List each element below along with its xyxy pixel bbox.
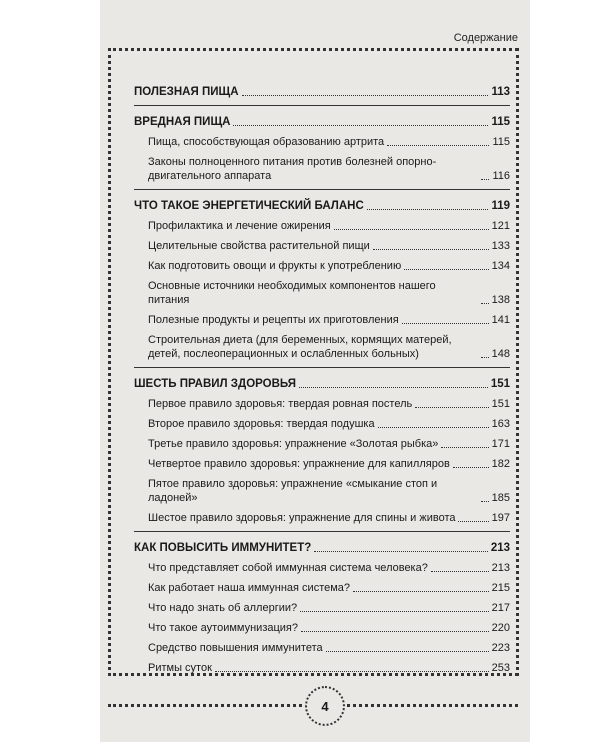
toc-chapter-entry[interactable] <box>134 190 510 219</box>
subsection-title: Основные источники необходимых компонентов нашего питания <box>148 280 436 306</box>
toc-subsection-entry[interactable] <box>134 621 510 635</box>
toc-subsection-entry[interactable] <box>134 135 510 149</box>
subsection-page-number: 182 <box>491 458 510 470</box>
toc-subsection-entry[interactable] <box>134 457 510 471</box>
subsection-title: Строительная диета (для беременных, кормящих матерей, детей, послеоперационных и ослабленных больных) <box>148 334 452 360</box>
subsection-page-number: 217 <box>491 602 510 614</box>
subsection-title: Второе правило здоровья: твердая подушка <box>148 418 375 430</box>
dot-leader <box>387 145 489 146</box>
dot-leader <box>458 521 488 522</box>
subsection-title: Третье правило здоровья: упражнение «Золотая рыбка» <box>148 438 439 450</box>
subsection-title: Средство повышения иммунитета <box>148 642 323 654</box>
dotted-frame-right <box>516 48 522 676</box>
subsection-page-number: 197 <box>491 512 510 524</box>
toc-subsection-entry[interactable] <box>134 641 510 655</box>
subsection-page-number: 116 <box>492 170 510 182</box>
subsection-page-number: 223 <box>491 642 510 654</box>
toc-chapter-entry[interactable] <box>134 106 510 135</box>
chapter-title: ШЕСТЬ ПРАВИЛ ЗДОРОВЬЯ <box>134 378 296 390</box>
dot-leader <box>301 631 489 632</box>
toc-subsection-entry[interactable] <box>134 417 510 431</box>
chapter-page-number: 151 <box>490 378 510 390</box>
toc-subsection-entry[interactable] <box>134 437 510 451</box>
toc-section <box>134 105 510 183</box>
dot-leader <box>404 269 488 270</box>
toc-chapter-entry[interactable] <box>134 368 510 397</box>
toc-chapter-entry[interactable] <box>134 76 510 105</box>
dot-leader <box>481 357 489 358</box>
subsection-page-number: 253 <box>491 662 510 674</box>
toc-subsection-entry[interactable] <box>134 259 510 273</box>
chapter-page-number: 119 <box>491 200 510 212</box>
dot-leader <box>353 591 489 592</box>
subsection-page-number: 134 <box>491 260 510 272</box>
toc-subsection-entry[interactable] <box>134 333 510 361</box>
dot-leader <box>367 209 489 210</box>
dot-leader <box>299 387 488 388</box>
toc-subsection-entry[interactable] <box>134 601 510 615</box>
subsection-title: Пятое правило здоровья: упражнение «смыкание стоп и ладоней» <box>148 478 438 504</box>
subsection-title: Законы полноценного питания против болезней опорно-двигательного аппарата <box>148 156 437 182</box>
table-of-contents <box>134 76 510 681</box>
toc-section <box>134 76 510 105</box>
subsection-page-number: 213 <box>491 562 510 574</box>
chapter-page-number: 113 <box>491 86 510 98</box>
dot-leader <box>481 303 489 304</box>
subsection-page-number: 115 <box>492 136 510 148</box>
toc-section <box>134 367 510 525</box>
chapter-title: КАК ПОВЫСИТЬ ИММУНИТЕТ? <box>134 542 312 554</box>
dot-leader <box>233 125 488 126</box>
subsection-title: Как работает наша иммунная система? <box>148 582 351 594</box>
subsection-title: Что представляет собой иммунная система человека? <box>148 562 428 574</box>
toc-subsection-entry[interactable] <box>134 581 510 595</box>
subsection-title: Полезные продукты и рецепты их приготовления <box>148 314 399 326</box>
toc-subsection-entry[interactable] <box>134 313 510 327</box>
dot-leader <box>215 671 489 672</box>
chapter-title: ПОЛЕЗНАЯ ПИЩА <box>134 86 239 98</box>
dot-leader <box>326 651 489 652</box>
subsection-page-number: 133 <box>491 240 510 252</box>
dot-leader <box>242 95 489 96</box>
subsection-page-number: 215 <box>491 582 510 594</box>
toc-section <box>134 189 510 361</box>
dot-leader <box>378 427 489 428</box>
chapter-title: ВРЕДНАЯ ПИЩА <box>134 116 231 128</box>
subsection-page-number: 151 <box>491 398 510 410</box>
running-header: Содержание <box>453 32 518 44</box>
subsection-title: Целительные свойства растительной пищи <box>148 240 370 252</box>
dot-leader <box>441 447 488 448</box>
toc-subsection-entry[interactable] <box>134 561 510 575</box>
dot-leader <box>300 611 489 612</box>
dot-leader <box>431 571 489 572</box>
toc-subsection-entry[interactable] <box>134 279 510 307</box>
subsection-title: Как подготовить овощи и фрукты к употреблению <box>148 260 402 272</box>
dot-leader <box>402 323 489 324</box>
subsection-title: Четвертое правило здоровья: упражнение для капилляров <box>148 458 450 470</box>
dot-leader <box>481 179 489 180</box>
subsection-title: Первое правило здоровья: твердая ровная постель <box>148 398 413 410</box>
page-number-badge: 4 <box>305 686 345 726</box>
subsection-title: Шестое правило здоровья: упражнение для спины и живота <box>148 512 456 524</box>
subsection-page-number: 171 <box>491 438 510 450</box>
subsection-title: Пища, способствующая образованию артрита <box>148 136 385 148</box>
subsection-page-number: 148 <box>491 348 510 360</box>
toc-subsection-entry[interactable] <box>134 239 510 253</box>
dot-leader <box>415 407 488 408</box>
subsection-page-number: 121 <box>491 220 510 232</box>
toc-section <box>134 531 510 675</box>
subsection-page-number: 141 <box>491 314 510 326</box>
toc-subsection-entry[interactable] <box>134 661 510 675</box>
toc-subsection-entry[interactable] <box>134 155 510 183</box>
dot-leader <box>453 467 489 468</box>
dot-leader <box>373 249 489 250</box>
subsection-title: Что надо знать об аллергии? <box>148 602 298 614</box>
subsection-title: Ритмы суток <box>148 662 212 674</box>
toc-chapter-entry[interactable] <box>134 532 510 561</box>
subsection-title: Что такое аутоиммунизация? <box>148 622 298 634</box>
dot-leader <box>334 229 489 230</box>
toc-subsection-entry[interactable] <box>134 397 510 411</box>
subsection-page-number: 138 <box>491 294 510 306</box>
chapter-title: ЧТО ТАКОЕ ЭНЕРГЕТИЧЕСКИЙ БАЛАНС <box>134 200 364 212</box>
subsection-title: Профилактика и лечение ожирения <box>148 220 331 232</box>
toc-subsection-entry[interactable] <box>134 219 510 233</box>
chapter-page-number: 213 <box>490 542 510 554</box>
subsection-page-number: 163 <box>491 418 510 430</box>
dot-leader <box>481 501 489 502</box>
toc-subsection-entry[interactable] <box>134 477 510 505</box>
chapter-page-number: 115 <box>491 116 510 128</box>
subsection-page-number: 185 <box>491 492 510 504</box>
toc-subsection-entry[interactable] <box>134 511 510 525</box>
book-page <box>100 0 530 742</box>
dot-leader <box>314 551 488 552</box>
subsection-page-number: 220 <box>491 622 510 634</box>
